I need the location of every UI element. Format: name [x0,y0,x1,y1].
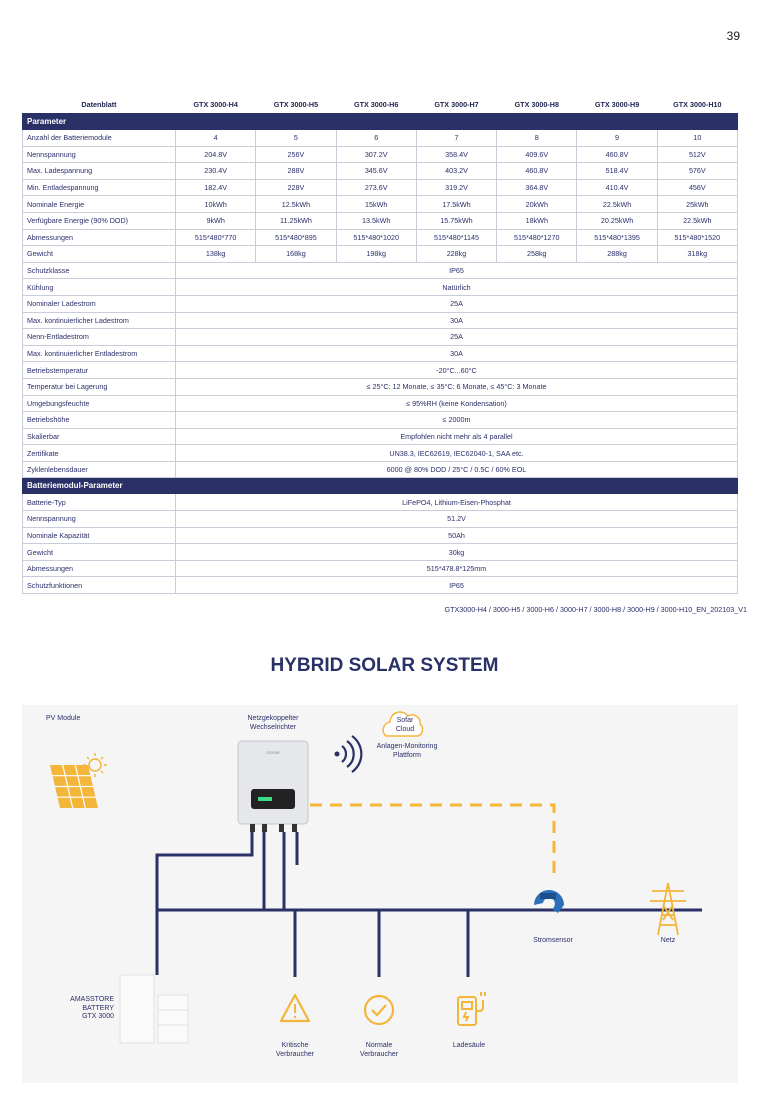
row-label: Skalierbar [23,428,176,445]
header-cell: GTX 3000-H9 [594,100,640,109]
table-row [23,544,738,561]
table-row [23,445,738,462]
cell-value: 515*480*1145 [416,229,496,246]
cell-value: UN38.3, IEC62619, IEC62040-1, SAA etc. [176,445,738,462]
table-row [23,212,738,229]
label-charger: Ladesäule [452,1042,486,1049]
table-row [23,163,738,180]
cell-value: ≤ 25°C: 12 Monate, ≤ 35°C: 6 Monate, ≤ 45°C: 3 Monate [176,378,738,395]
row-label: Kühlung [23,279,176,296]
section-title: Parameter [23,114,738,130]
table-row [23,196,738,213]
cell-value: 198kg [336,246,416,263]
cell-value: IP65 [176,577,738,594]
table-row [23,378,738,395]
cell-value: 358.4V [416,146,496,163]
row-label: Nominale Energie [23,196,176,213]
cell-value: 10kWh [176,196,256,213]
cell-value: 51.2V [176,511,738,528]
row-label: Abmessungen [23,560,176,577]
table-row [23,329,738,346]
table-row [23,312,738,329]
table-row [23,246,738,263]
row-label: Nominale Kapazität [23,527,176,544]
cell-value: 10 [657,130,737,147]
row-label: Abmessungen [23,229,176,246]
cell-value: 515*478.8*125mm [176,560,738,577]
table-row [23,130,738,147]
label-line: Sofar [396,717,414,724]
ev-charger-icon [458,992,485,1025]
cell-value: 460.8V [497,163,577,180]
table-row [23,461,738,478]
row-label: Gewicht [23,246,176,263]
table-row [23,345,738,362]
table-row [23,179,738,196]
cell-value: LiFePO4, Lithium-Eisen-Phosphat [176,494,738,511]
label-line: Verbraucher [275,1050,315,1058]
cell-value: 6000 @ 80% DOD / 25°C / 0.5C / 60% EOL [176,461,738,478]
cell-value: IP65 [176,262,738,279]
cell-value: 9kWh [176,212,256,229]
cell-value: 518.4V [577,163,657,180]
cell-value: 20kWh [497,196,577,213]
cell-value: 22.5kWh [577,196,657,213]
table-row [23,428,738,445]
cell-value: 515*480*895 [256,229,336,246]
table-row [23,494,738,511]
table-row [23,560,738,577]
hybrid-system-diagram [22,705,738,1083]
cell-value: 256V [256,146,336,163]
page-number: 39 [726,29,740,43]
label-battery [54,996,114,1022]
cell-value: 18kWh [497,212,577,229]
cell-value: 319.2V [416,179,496,196]
table-row [23,262,738,279]
row-label: Zyklenlebensdauer [23,461,176,478]
cell-value: 30A [176,345,738,362]
table-row [23,362,738,379]
cell-value: 515*480*1395 [577,229,657,246]
row-label: Batterie-Typ [23,494,176,511]
cell-value: 12.5kWh [256,196,336,213]
table-row [23,395,738,412]
label-cloud [388,717,422,734]
label-line: GTX 3000 [82,1013,114,1020]
row-label: Max. Ladespannung [23,163,176,180]
row-label: Nominaler Ladestrom [23,295,176,312]
label-line: Plattform [392,751,421,759]
cell-value: 288V [256,163,336,180]
cell-value: 50Ah [176,527,738,544]
header-cell: Datenblatt [81,100,117,109]
cell-value: 8 [497,130,577,147]
row-label: Nennspannung [23,511,176,528]
header-cell: GTX 3000-H6 [354,100,399,109]
header-cell: GTX 3000-H7 [434,100,479,109]
label-line: Wechselrichter [249,723,297,731]
cell-value: 15kWh [336,196,416,213]
cell-value: ≤ 2000m [176,412,738,429]
cell-value: 17.5kWh [416,196,496,213]
cell-value: 204.8V [176,146,256,163]
cell-value: 230.4V [176,163,256,180]
row-label: Nenn-Entladestrom [23,329,176,346]
wifi-signal-icon [335,736,362,772]
header-cell: GTX 3000-H10 [673,100,722,109]
cell-value: 364.8V [497,179,577,196]
inverter-brand: SOFAR [266,750,280,755]
cell-value: 456V [657,179,737,196]
row-label: Umgebungsfeuchte [23,395,176,412]
cell-value: 25A [176,295,738,312]
section-header-module [23,478,738,494]
datasheet-table [22,96,738,594]
cell-value: 273.6V [336,179,416,196]
cell-value: 410.4V [577,179,657,196]
section-title: Batteriemodul-Parameter [23,478,738,494]
cell-value: 512V [657,146,737,163]
cell-value: 9 [577,130,657,147]
label-line: Verbraucher [359,1050,399,1058]
label-line: BATTERY [82,1004,114,1012]
cell-value: Natürlich [176,279,738,296]
header-cell: GTX 3000-H5 [273,100,319,109]
warning-icon [281,995,309,1021]
label-inverter [228,715,318,732]
cell-value: 5 [256,130,336,147]
table-row [23,229,738,246]
row-label: Max. kontinuierlicher Ladestrom [23,312,176,329]
cell-value: 138kg [176,246,256,263]
cell-value: 409.6V [497,146,577,163]
cell-value: 318kg [657,246,737,263]
table-row [23,279,738,296]
cell-value: 515*480*1520 [657,229,737,246]
cell-value: 515*480*1020 [336,229,416,246]
label-sensor: Stromsensor [533,937,573,944]
label-critical [260,1042,330,1059]
label-line: Normale [365,1042,393,1049]
cell-value: 30kg [176,544,738,561]
table-row [23,412,738,429]
table-header-row [23,96,738,114]
cell-value: 515*480*1270 [497,229,577,246]
row-label: Zertifikate [23,445,176,462]
row-label: Temperatur bei Lagerung [23,378,176,395]
cell-value: 168kg [256,246,336,263]
cell-value: 228kg [416,246,496,263]
cell-value: Empfohlen nicht mehr als 4 parallel [176,428,738,445]
cell-value: 22.5kWh [657,212,737,229]
cell-value: 258kg [497,246,577,263]
label-monitoring [362,743,452,760]
cell-value: -20°C...60°C [176,362,738,379]
row-label: Anzahl der Batteriemodule [23,130,176,147]
header-cell: GTX 3000-H8 [514,100,559,109]
table-row [23,146,738,163]
label-pv-module: PV Module [46,715,81,722]
row-label: Min. Entladespannung [23,179,176,196]
table-row [23,295,738,312]
diagram-graphics [22,705,738,1083]
row-label: Verfügbare Energie (90% DOD) [23,212,176,229]
cell-value: 25kWh [657,196,737,213]
row-label: Nennspannung [23,146,176,163]
solar-panel-icon [50,765,98,808]
cell-value: 460.8V [577,146,657,163]
row-label: Betriebstemperatur [23,362,176,379]
row-label: Schutzklasse [23,262,176,279]
power-lines [157,832,702,977]
battery-icon [120,975,188,1043]
cell-value: 307.2V [336,146,416,163]
section-header-parameter [23,114,738,130]
cell-value: 11.25kWh [256,212,336,229]
row-label: Schutzfunktionen [23,577,176,594]
label-line: Kritische [281,1042,309,1049]
row-label: Betriebshöhe [23,412,176,429]
cell-value: 20.25kWh [577,212,657,229]
row-label: Max. kontinuierlicher Entladestrom [23,345,176,362]
cell-value: 288kg [577,246,657,263]
header-cell: GTX 3000-H4 [193,100,238,109]
label-grid: Netz [660,937,676,944]
label-line: AMASSTORE [70,996,114,1003]
cell-value: 345.6V [336,163,416,180]
communication-line [310,805,554,877]
cell-value: 25A [176,329,738,346]
cell-value: 403.2V [416,163,496,180]
diagram-title: HYBRID SOLAR SYSTEM [270,655,499,676]
cell-value: ≤ 95%RH (keine Kondensation) [176,395,738,412]
cell-value: 13.5kWh [336,212,416,229]
cell-value: 15.75kWh [416,212,496,229]
label-line: Netzgekoppelter [247,715,299,722]
label-line: Anlagen-Monitoring [376,743,438,750]
cell-value: 30A [176,312,738,329]
cell-value: 576V [657,163,737,180]
table-row [23,527,738,544]
cell-value: 182.4V [176,179,256,196]
label-line: Cloud [395,725,415,733]
row-label: Gewicht [23,544,176,561]
cell-value: 6 [336,130,416,147]
label-normal [344,1042,414,1059]
table-row [23,511,738,528]
cell-value: 515*480*770 [176,229,256,246]
cell-value: 228V [256,179,336,196]
cell-value: 7 [416,130,496,147]
document-code: GTX3000-H4 / 3000-H5 / 3000-H6 / 3000-H7 / 3000-H8 / 3000-H9 / 3000-H10_EN_202103_V1 [444,605,747,614]
check-circle-icon [365,996,393,1024]
cell-value: 4 [176,130,256,147]
table-row [23,577,738,594]
